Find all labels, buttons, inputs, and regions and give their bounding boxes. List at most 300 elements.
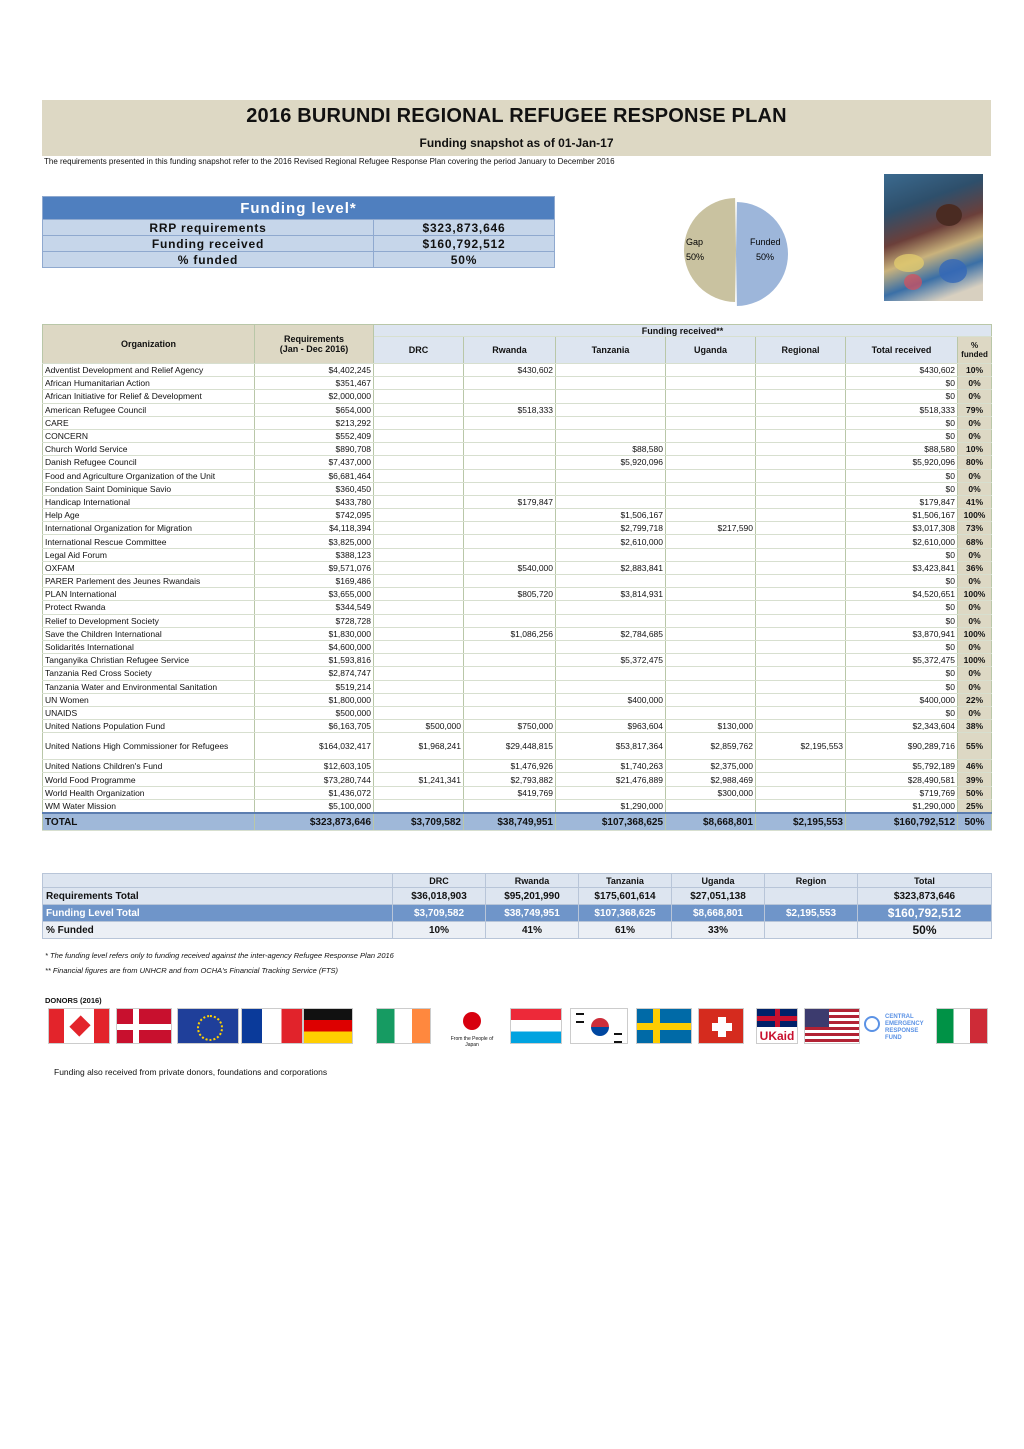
amount-cell	[556, 640, 666, 653]
amount-cell: $3,870,941	[846, 627, 958, 640]
amount-cell	[464, 548, 556, 561]
pct-funded-cell: 10%	[958, 364, 992, 377]
amount-cell	[666, 614, 756, 627]
table-row	[43, 601, 992, 614]
pct-funded-cell: 0%	[958, 390, 992, 403]
amount-cell: $0	[846, 390, 958, 403]
organization-cell: International Rescue Committee	[43, 535, 255, 548]
amount-cell	[464, 614, 556, 627]
pct-funded-cell: 55%	[958, 733, 992, 760]
country-summary-table	[42, 873, 992, 939]
amount-cell	[374, 561, 464, 574]
amount-cell: $518,333	[846, 403, 958, 416]
flag-denmark-icon	[116, 1008, 172, 1044]
amount-cell	[374, 456, 464, 469]
summary-header-cell: Total	[858, 874, 992, 888]
amount-cell: $2,610,000	[846, 535, 958, 548]
amount-cell: $213,292	[255, 416, 374, 429]
summary-cell: 50%	[858, 922, 992, 939]
flag-germany-icon	[303, 1008, 353, 1044]
title-banner	[42, 100, 991, 156]
amount-cell: $500,000	[374, 720, 464, 733]
amount-cell: $3,655,000	[255, 588, 374, 601]
organization-cell: Relief to Development Society	[43, 614, 255, 627]
amount-cell: $5,100,000	[255, 799, 374, 813]
organization-cell: Tanganyika Christian Refugee Service	[43, 654, 255, 667]
summary-cell: 41%	[486, 922, 579, 939]
amount-cell: $1,593,816	[255, 654, 374, 667]
pct-funded-cell: 0%	[958, 548, 992, 561]
pct-funded-cell: 0%	[958, 416, 992, 429]
amount-cell	[666, 601, 756, 614]
amount-cell: $0	[846, 680, 958, 693]
table-row	[43, 482, 992, 495]
table-total-row	[43, 813, 992, 831]
amount-cell	[666, 443, 756, 456]
amount-cell	[666, 799, 756, 813]
amount-cell	[374, 706, 464, 719]
amount-cell	[556, 548, 666, 561]
amount-cell: $1,800,000	[255, 693, 374, 706]
flag-ireland-icon	[376, 1008, 431, 1044]
organization-cell: Tanzania Water and Environmental Sanitation	[43, 680, 255, 693]
private-donors-note: Funding also received from private donors, foundations and corporations	[54, 1067, 328, 1077]
table-row	[43, 469, 992, 482]
amount-cell: $0	[846, 667, 958, 680]
amount-cell	[756, 760, 846, 773]
amount-cell	[666, 706, 756, 719]
amount-cell: $1,968,241	[374, 733, 464, 760]
summary-cell: $95,201,990	[486, 888, 579, 905]
amount-cell	[374, 535, 464, 548]
amount-cell	[666, 654, 756, 667]
table-row	[43, 706, 992, 719]
amount-cell	[374, 799, 464, 813]
table-row	[43, 654, 992, 667]
table-row	[43, 429, 992, 442]
amount-cell: $3,423,841	[846, 561, 958, 574]
flag-switzerland-icon	[698, 1008, 744, 1044]
amount-cell	[666, 456, 756, 469]
amount-cell	[756, 429, 846, 442]
amount-cell	[464, 667, 556, 680]
amount-cell: $217,590	[666, 522, 756, 535]
summary-funding-row	[43, 905, 992, 922]
organization-cell: CARE	[43, 416, 255, 429]
amount-cell	[556, 377, 666, 390]
amount-cell	[756, 561, 846, 574]
amount-cell	[756, 614, 846, 627]
amount-cell: $5,792,189	[846, 760, 958, 773]
organization-cell: Protect Rwanda	[43, 601, 255, 614]
amount-cell	[756, 482, 846, 495]
table-row	[43, 575, 992, 588]
amount-cell: $750,000	[464, 720, 556, 733]
amount-cell: $1,476,926	[464, 760, 556, 773]
amount-cell	[666, 416, 756, 429]
amount-cell	[464, 706, 556, 719]
amount-cell	[374, 495, 464, 508]
amount-cell	[666, 403, 756, 416]
amount-cell: $0	[846, 482, 958, 495]
pct-funded-cell: 80%	[958, 456, 992, 469]
table-row	[43, 364, 992, 377]
table-row	[43, 495, 992, 508]
amount-cell	[756, 443, 846, 456]
amount-cell: $300,000	[666, 786, 756, 799]
flag-luxembourg-icon	[510, 1008, 562, 1044]
rrp-requirements-label: RRP requirements	[43, 220, 374, 236]
table-row	[43, 522, 992, 535]
amount-cell: $719,769	[846, 786, 958, 799]
amount-cell	[666, 627, 756, 640]
amount-cell: $4,118,394	[255, 522, 374, 535]
amount-cell: $1,290,000	[556, 799, 666, 813]
amount-cell: $130,000	[666, 720, 756, 733]
header-requirements	[255, 325, 374, 364]
organization-cell: PLAN International	[43, 588, 255, 601]
summary-cell	[765, 922, 858, 939]
amount-cell: $2,784,685	[556, 627, 666, 640]
pct-funded-value: 50%	[374, 252, 555, 268]
amount-cell: $5,920,096	[556, 456, 666, 469]
amount-cell: $1,830,000	[255, 627, 374, 640]
organization-cell: Handicap International	[43, 495, 255, 508]
amount-cell	[464, 799, 556, 813]
amount-cell: $654,000	[255, 403, 374, 416]
amount-cell	[756, 773, 846, 786]
amount-cell	[756, 640, 846, 653]
flag-eu-icon	[177, 1008, 239, 1044]
organization-cell: African Initiative for Relief & Development	[43, 390, 255, 403]
table-row	[43, 786, 992, 799]
amount-cell	[464, 416, 556, 429]
funding-received-label: Funding received	[43, 236, 374, 252]
amount-cell: $6,163,705	[255, 720, 374, 733]
amount-cell: $0	[846, 614, 958, 627]
amount-cell: $169,486	[255, 575, 374, 588]
amount-cell: $4,600,000	[255, 640, 374, 653]
table-row	[43, 443, 992, 456]
summary-cell: 10%	[393, 922, 486, 939]
amount-cell: $179,847	[464, 495, 556, 508]
amount-cell: $5,372,475	[556, 654, 666, 667]
organization-cell: United Nations Children's Fund	[43, 760, 255, 773]
table-row	[43, 799, 992, 813]
amount-cell	[756, 627, 846, 640]
amount-cell	[464, 429, 556, 442]
organization-cell: PARER Parlement des Jeunes Rwandais	[43, 575, 255, 588]
table-row	[43, 456, 992, 469]
amount-cell: $88,580	[556, 443, 666, 456]
amount-cell	[756, 601, 846, 614]
header-requirements-label: Requirements	[283, 334, 345, 344]
pct-funded-cell: 100%	[958, 654, 992, 667]
amount-cell: $540,000	[464, 561, 556, 574]
summary-cell: $160,792,512	[858, 905, 992, 922]
summary-cell: $36,018,903	[393, 888, 486, 905]
amount-cell	[374, 601, 464, 614]
header-tanzania: Tanzania	[556, 337, 666, 364]
table-row	[43, 509, 992, 522]
ukaid-logo-icon	[756, 1008, 798, 1044]
amount-cell: $29,448,815	[464, 733, 556, 760]
summary-cell: 61%	[579, 922, 672, 939]
flag-korea-icon	[570, 1008, 628, 1044]
amount-cell: $0	[846, 377, 958, 390]
amount-cell: $0	[846, 640, 958, 653]
summary-header-cell	[43, 874, 393, 888]
organization-cell: Church World Service	[43, 443, 255, 456]
amount-cell	[756, 522, 846, 535]
amount-cell	[756, 786, 846, 799]
pct-funded-cell: 22%	[958, 693, 992, 706]
amount-cell	[464, 535, 556, 548]
amount-cell	[374, 760, 464, 773]
amount-cell	[666, 377, 756, 390]
amount-cell: $3,814,931	[556, 588, 666, 601]
table-row	[43, 627, 992, 640]
amount-cell	[666, 429, 756, 442]
pct-funded-cell: 79%	[958, 403, 992, 416]
pct-funded-cell: 36%	[958, 561, 992, 574]
amount-cell: $73,280,744	[255, 773, 374, 786]
header-pct-funded: % funded	[958, 337, 992, 364]
organization-cell: Help Age	[43, 509, 255, 522]
pct-funded-cell: 0%	[958, 667, 992, 680]
pct-funded-cell: 73%	[958, 522, 992, 535]
amount-cell	[374, 403, 464, 416]
amount-cell	[556, 601, 666, 614]
amount-cell	[556, 495, 666, 508]
amount-cell	[374, 390, 464, 403]
amount-cell: $890,708	[255, 443, 374, 456]
amount-cell	[666, 693, 756, 706]
amount-cell	[464, 680, 556, 693]
amount-cell: $9,571,076	[255, 561, 374, 574]
amount-cell	[756, 535, 846, 548]
amount-cell	[666, 561, 756, 574]
table-row	[43, 548, 992, 561]
summary-cell: $107,368,625	[579, 905, 672, 922]
amount-cell	[464, 390, 556, 403]
amount-cell	[374, 693, 464, 706]
amount-cell	[374, 429, 464, 442]
page-title: 2016 BURUNDI REGIONAL REFUGEE RESPONSE PLAN	[246, 105, 787, 127]
refugee-photo	[884, 174, 983, 301]
amount-cell	[756, 575, 846, 588]
amount-cell	[556, 403, 666, 416]
amount-cell	[756, 693, 846, 706]
summary-header-cell: DRC	[393, 874, 486, 888]
total-label: TOTAL	[43, 813, 255, 831]
table-row	[43, 693, 992, 706]
summary-header-row	[43, 874, 992, 888]
amount-cell: $0	[846, 429, 958, 442]
amount-cell: $1,506,167	[846, 509, 958, 522]
pct-funded-cell: 25%	[958, 799, 992, 813]
organization-cell: WM Water Mission	[43, 799, 255, 813]
amount-cell: $2,883,841	[556, 561, 666, 574]
amount-cell	[756, 495, 846, 508]
pct-funded-cell: 0%	[958, 601, 992, 614]
pie-pct-funded: 50%	[756, 252, 775, 262]
cerf-text: CENTRAL EMERGENCY RESPONSE FUND	[885, 1014, 924, 1041]
header-total-received: Total received	[846, 337, 958, 364]
amount-cell: $7,437,000	[255, 456, 374, 469]
organization-cell: UN Women	[43, 693, 255, 706]
amount-cell	[464, 654, 556, 667]
pie-pct-gap: 50%	[686, 252, 705, 262]
summary-cell: 33%	[672, 922, 765, 939]
amount-cell	[556, 575, 666, 588]
amount-cell	[374, 575, 464, 588]
summary-cell: $323,873,646	[858, 888, 992, 905]
funding-pie-chart	[678, 196, 794, 308]
amount-cell: $388,123	[255, 548, 374, 561]
amount-cell: $1,086,256	[464, 627, 556, 640]
table-row	[43, 390, 992, 403]
amount-cell: $805,720	[464, 588, 556, 601]
organization-cell: Solidarités International	[43, 640, 255, 653]
amount-cell: $518,333	[464, 403, 556, 416]
organization-cell: Legal Aid Forum	[43, 548, 255, 561]
pct-funded-cell: 0%	[958, 482, 992, 495]
amount-cell	[756, 667, 846, 680]
flag-usa-icon	[804, 1008, 860, 1044]
pct-funded-cell: 100%	[958, 588, 992, 601]
table-row	[43, 535, 992, 548]
total-cell: $3,709,582	[374, 813, 464, 831]
amount-cell	[374, 522, 464, 535]
amount-cell	[666, 588, 756, 601]
pct-funded-label: % funded	[43, 252, 374, 268]
amount-cell: $53,817,364	[556, 733, 666, 760]
header-drc: DRC	[374, 337, 464, 364]
amount-cell: $12,603,105	[255, 760, 374, 773]
amount-cell	[464, 693, 556, 706]
pct-funded-cell: 68%	[958, 535, 992, 548]
amount-cell	[666, 640, 756, 653]
organization-cell: World Health Organization	[43, 786, 255, 799]
header-regional: Regional	[756, 337, 846, 364]
summary-pct-row	[43, 922, 992, 939]
amount-cell	[464, 482, 556, 495]
amount-cell	[374, 786, 464, 799]
amount-cell	[756, 680, 846, 693]
amount-cell	[756, 548, 846, 561]
summary-header-cell: Rwanda	[486, 874, 579, 888]
amount-cell	[756, 588, 846, 601]
amount-cell	[464, 522, 556, 535]
requirements-note: The requirements presented in this funding snapshot refer to the 2016 Revised Regional Refugee Response Plan covering the period January to December 2016	[44, 157, 615, 166]
amount-cell: $21,476,889	[556, 773, 666, 786]
amount-cell	[556, 706, 666, 719]
pie-slice-gap	[684, 198, 736, 302]
pct-funded-cell: 0%	[958, 614, 992, 627]
amount-cell	[374, 509, 464, 522]
pct-funded-cell: 0%	[958, 469, 992, 482]
flag-sweden-icon	[636, 1008, 692, 1044]
pie-label-funded: Funded	[750, 237, 781, 247]
amount-cell: $3,825,000	[255, 535, 374, 548]
amount-cell: $0	[846, 601, 958, 614]
amount-cell	[556, 390, 666, 403]
table-row	[43, 416, 992, 429]
page-subtitle: Funding snapshot as of 01-Jan-17	[419, 136, 614, 150]
amount-cell: $519,214	[255, 680, 374, 693]
amount-cell: $344,549	[255, 601, 374, 614]
amount-cell	[756, 390, 846, 403]
amount-cell	[556, 667, 666, 680]
amount-cell	[756, 456, 846, 469]
table-row	[43, 667, 992, 680]
amount-cell	[464, 443, 556, 456]
total-cell: $2,195,553	[756, 813, 846, 831]
total-cell: $8,668,801	[666, 813, 756, 831]
flag-canada-icon	[48, 1008, 110, 1044]
amount-cell	[464, 509, 556, 522]
total-cell: $38,749,951	[464, 813, 556, 831]
cerf-logo-icon	[864, 1010, 934, 1042]
summary-cell: $175,601,614	[579, 888, 672, 905]
amount-cell: $2,000,000	[255, 390, 374, 403]
amount-cell: $1,740,263	[556, 760, 666, 773]
amount-cell: $3,017,308	[846, 522, 958, 535]
amount-cell: $0	[846, 706, 958, 719]
amount-cell	[374, 640, 464, 653]
amount-cell	[374, 654, 464, 667]
amount-cell: $500,000	[255, 706, 374, 719]
summary-cell: $3,709,582	[393, 905, 486, 922]
summary-cell: Requirements Total	[43, 888, 393, 905]
summary-cell: $38,749,951	[486, 905, 579, 922]
table-row	[43, 640, 992, 653]
summary-cell: % Funded	[43, 922, 393, 939]
amount-cell	[666, 482, 756, 495]
summary-cell: Funding Level Total	[43, 905, 393, 922]
header-requirements-period: (Jan - Dec 2016)	[279, 344, 349, 354]
amount-cell: $963,604	[556, 720, 666, 733]
table-row	[43, 588, 992, 601]
amount-cell	[374, 667, 464, 680]
pct-funded-cell: 0%	[958, 377, 992, 390]
summary-cell: $2,195,553	[765, 905, 858, 922]
table-row	[43, 773, 992, 786]
pct-funded-cell: 0%	[958, 640, 992, 653]
amount-cell	[756, 799, 846, 813]
pct-funded-cell: 46%	[958, 760, 992, 773]
table-row	[43, 680, 992, 693]
table-row	[43, 614, 992, 627]
summary-cell: $8,668,801	[672, 905, 765, 922]
amount-cell	[666, 495, 756, 508]
amount-cell: $360,450	[255, 482, 374, 495]
amount-cell: $351,467	[255, 377, 374, 390]
japan-caption: From the People of Japan	[450, 1036, 494, 1048]
pct-funded-cell: 0%	[958, 429, 992, 442]
amount-cell: $2,793,882	[464, 773, 556, 786]
amount-cell: $179,847	[846, 495, 958, 508]
pie-label-gap: Gap	[686, 237, 704, 247]
pct-funded-cell: 38%	[958, 720, 992, 733]
organization-cell: CONCERN	[43, 429, 255, 442]
organization-cell: UNAIDS	[43, 706, 255, 719]
total-cell: $107,368,625	[556, 813, 666, 831]
organization-cell: World Food Programme	[43, 773, 255, 786]
amount-cell: $1,241,341	[374, 773, 464, 786]
amount-cell	[556, 786, 666, 799]
